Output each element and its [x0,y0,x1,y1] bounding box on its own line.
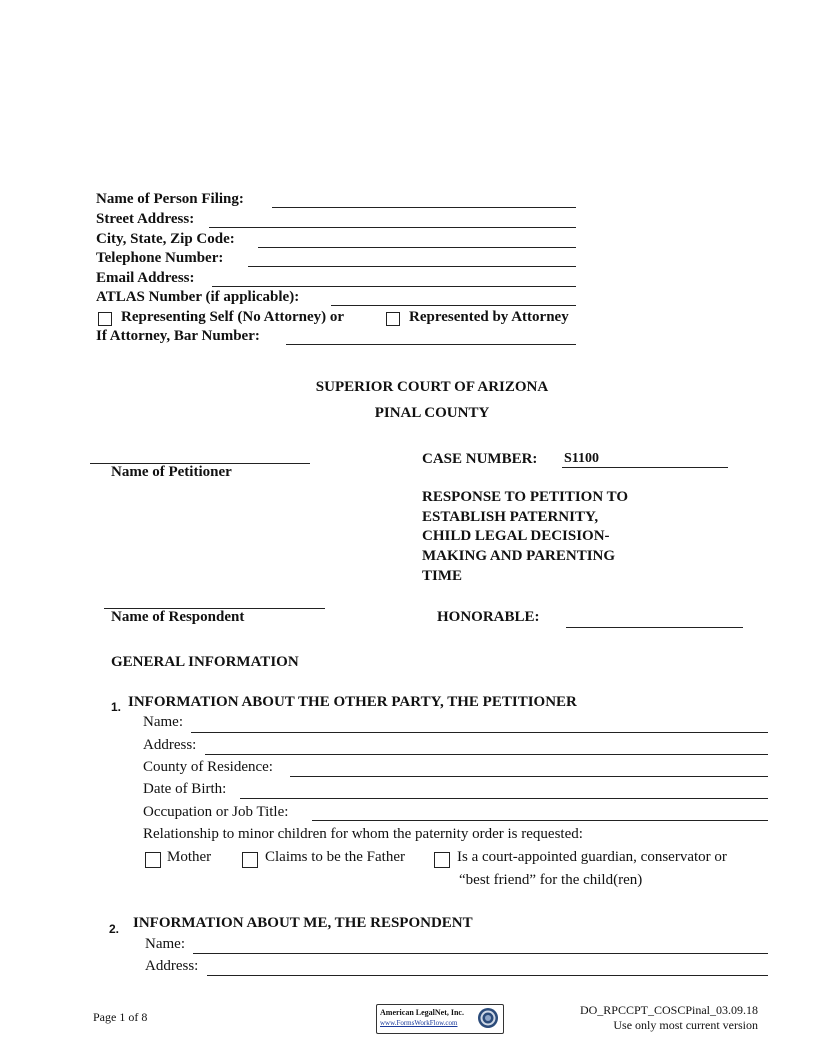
general-information-heading: GENERAL INFORMATION [111,654,299,670]
petitioner-name-input[interactable] [191,732,768,733]
city-state-zip-label: City, State, Zip Code: [96,231,235,247]
case-number-value: S1100 [564,451,600,466]
petitioner-address-input[interactable] [205,754,768,755]
father-label: Claims to be the Father [265,849,405,865]
case-number-field[interactable] [562,467,728,468]
petitioner-dob-input[interactable] [240,798,768,799]
father-checkbox[interactable] [242,852,258,868]
petitioner-occupation-input[interactable] [312,820,768,821]
document-title-line-2: ESTABLISH PATERNITY, [422,509,599,525]
respondent-address-input[interactable] [207,975,768,976]
guardian-checkbox[interactable] [434,852,450,868]
logo-website: www.FormsWorkFlow.com [380,1019,458,1027]
petitioner-occupation-label: Occupation or Job Title: [143,804,289,820]
petitioner-address-label: Address: [143,737,197,753]
case-number-label: CASE NUMBER: [422,451,538,467]
telephone-label: Telephone Number: [96,250,224,266]
mother-checkbox[interactable] [145,852,161,868]
represented-by-attorney-label: Represented by Attorney [409,309,569,325]
represented-by-attorney-checkbox[interactable] [386,312,400,326]
email-label: Email Address: [96,270,195,286]
honorable-field[interactable] [566,627,743,628]
form-code: DO_RPCCPT_COSCPinal_03.09.18 [579,1003,758,1017]
relationship-label: Relationship to minor children for whom the paternity order is requested: [143,826,583,842]
court-name: SUPERIOR COURT OF ARIZONA [315,379,549,395]
filer-name-label: Name of Person Filing: [96,191,244,207]
respondent-label: Name of Respondent [111,609,245,625]
honorable-label: HONORABLE: [437,609,540,625]
email-field[interactable] [212,286,576,287]
petitioner-dob-label: Date of Birth: [143,781,227,797]
globe-icon [477,1007,499,1029]
document-title-line-3: CHILD LEGAL DECISION- [422,528,610,544]
section-1-heading: INFORMATION ABOUT THE OTHER PARTY, THE PETITIONER [128,694,577,710]
bar-number-label: If Attorney, Bar Number: [96,328,260,344]
telephone-field[interactable] [248,266,576,267]
representing-self-checkbox[interactable] [98,312,112,326]
filer-name-field[interactable] [272,207,576,208]
logo-company-name: American LegalNet, Inc. [380,1008,464,1017]
petitioner-name-label: Name: [143,714,183,730]
atlas-number-field[interactable] [331,305,576,306]
american-legalnet-logo [376,1004,504,1034]
petitioner-county-input[interactable] [290,776,768,777]
respondent-name-label: Name: [145,936,185,952]
mother-label: Mother [167,849,212,865]
version-note: Use only most current version [613,1018,758,1032]
document-title-line-1: RESPONSE TO PETITION TO [422,489,629,505]
petitioner-label: Name of Petitioner [111,464,232,480]
city-state-zip-field[interactable] [258,247,576,248]
guardian-label-line-1: Is a court-appointed guardian, conservator or [457,849,727,865]
county-name: PINAL COUNTY [374,405,490,421]
atlas-number-label: ATLAS Number (if applicable): [96,289,300,305]
section-2-heading: INFORMATION ABOUT ME, THE RESPONDENT [133,915,473,931]
page-number: Page 1 of 8 [93,1010,148,1024]
representing-self-label: Representing Self (No Attorney) or [121,309,345,325]
document-title-line-5: TIME [422,568,463,584]
street-address-field[interactable] [209,227,576,228]
guardian-label-line-2: “best friend” for the child(ren) [459,872,643,888]
bar-number-field[interactable] [286,344,576,345]
section-2-number: 2. [109,922,120,936]
respondent-name-input[interactable] [193,953,768,954]
petitioner-county-label: County of Residence: [143,759,273,775]
section-1-number: 1. [111,700,122,714]
document-title-line-4: MAKING AND PARENTING [422,548,616,564]
respondent-address-label: Address: [145,958,199,974]
street-address-label: Street Address: [96,211,195,227]
